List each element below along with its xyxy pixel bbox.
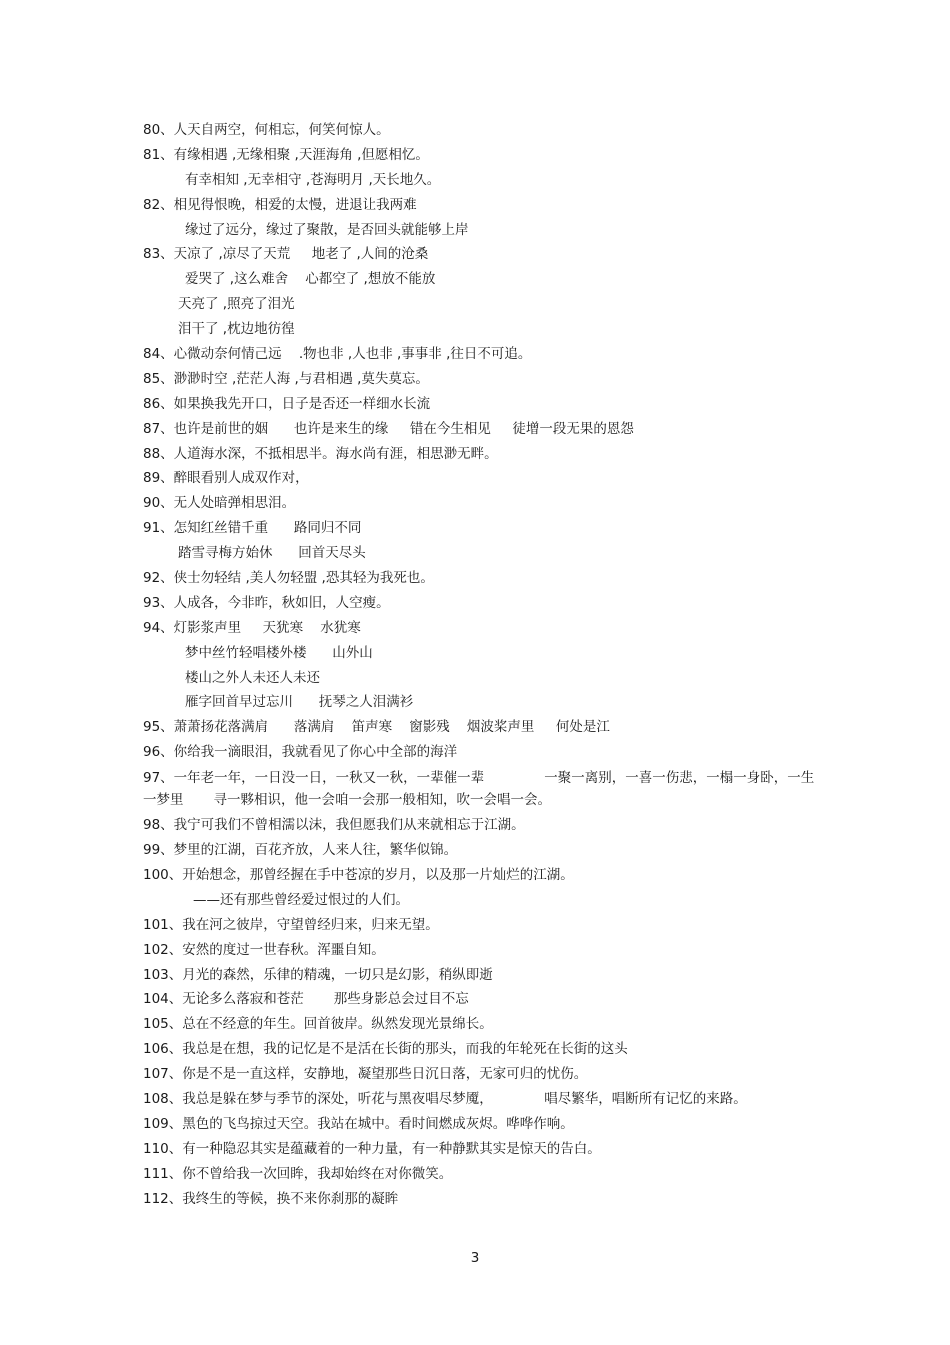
quote-line: 86、如果换我先开口，日子是否还一样细水长流: [143, 395, 431, 412]
quote-line: 101、我在河之彼岸，守望曾经归来，归来无望。: [143, 916, 439, 933]
quote-line: 102、安然的度过一世春秋。浑噩自知。: [143, 941, 385, 958]
quote-line: ——还有那些曾经爱过恨过的人们。: [193, 891, 409, 908]
quote-line: 96、你给我一滴眼泪，我就看见了你心中全部的海洋: [143, 744, 458, 761]
quote-line: 107、你是不是一直这样，安静地，凝望那些日沉日落，无家可归的忧伤。: [143, 1066, 588, 1083]
quote-line: 108、我总是躲在梦与季节的深处，听花与黑夜唱尽梦魇， 唱尽繁华，唱断所有记忆的来路。: [143, 1090, 747, 1107]
quote-line: 99、梦里的江湖，百花齐放，人来人往，繁华似锦。: [143, 842, 458, 859]
quote-line: 89、醉眼看别人成双作对，: [143, 470, 309, 487]
quote-line: 100、开始想念，那曾经握在手中苍凉的岁月，以及那一片灿烂的江湖。: [143, 866, 574, 883]
quote-line: 雁字回首早过忘川 抚琴之人泪满衫: [185, 694, 414, 711]
quote-line: 112、我终生的等候，换不来你刹那的凝眸: [143, 1190, 399, 1207]
quote-line: 109、黑色的飞鸟掠过天空。我站在城中。看时间燃成灰烬。哗哗作响。: [143, 1115, 574, 1132]
page-number: 3: [470, 1250, 480, 1266]
quote-line: 踏雪寻梅方始休 回首天尽头: [178, 545, 366, 562]
quote-line: 缘过了远分，缘过了聚散，是否回头就能够上岸: [185, 221, 469, 238]
quote-line: 90、无人处暗弹相思泪。: [143, 495, 296, 512]
quote-line: 83、天凉了 ,凉尽了天荒 地老了 ,人间的沧桑: [143, 246, 429, 263]
quote-line: 110、有一种隐忍其实是蕴藏着的一种力量，有一种静默其实是惊天的告白。: [143, 1140, 601, 1157]
quote-line: 爱哭了 ,这么难舍 心都空了 ,想放不能放: [185, 271, 436, 288]
quote-line: 梦中丝竹轻唱楼外楼 山外山: [185, 644, 373, 661]
quote-list: [143, 118, 823, 1211]
quote-line: 98、我宁可我们不曾相濡以沫，我但愿我们从来就相忘于江湖。: [143, 817, 525, 834]
quote-line: 103、月光的森然，乐律的精魂，一切只是幻影，稍纵即逝: [143, 966, 493, 983]
quote-line: 111、你不曾给我一次回眸，我却始终在对你微笑。: [143, 1165, 453, 1182]
quote-line: 天亮了 ,照亮了泪光: [178, 296, 295, 313]
quote-line: 97、一年老一年，一日没一日，一秋又一秋，一辈催一辈 一聚一离别，一喜一伤悲，一榻一身卧，一生一梦里 寻一夥相识，他一会咱一会那一般相知，吹一会唱一会。: [143, 770, 815, 809]
quote-line: 85、渺渺时空 ,茫茫人海 ,与君相遇 ,莫失莫忘。: [143, 370, 429, 387]
quote-line: 泪干了 ,枕边地彷徨: [178, 321, 295, 338]
quote-line: 95、萧萧扬花落满肩 落满肩 笛声寒 窗影残 烟波桨声里 何处是江: [143, 719, 610, 736]
quote-line: 82、相见得恨晚，相爱的太慢，进退让我两难: [143, 196, 417, 213]
quote-line: 92、侠士勿轻结 ,美人勿轻盟 ,恐其轻为我死也。: [143, 570, 434, 587]
quote-line: 91、怎知红丝错千重 路同归不同: [143, 520, 362, 537]
quote-line: 93、人成各，今非昨，秋如旧，人空瘦。: [143, 594, 390, 611]
quote-line: 楼山之外人未还人未还: [185, 669, 320, 686]
quote-line: 84、心微动奈何情己远 .物也非 ,人也非 ,事事非 ,往日不可追。: [143, 346, 532, 363]
quote-line: 81、有缘相遇 ,无缘相聚 ,天涯海角 ,但愿相忆。: [143, 146, 429, 163]
quote-line: 87、也许是前世的姻 也许是来生的缘 错在今生相见 徒增一段无果的恩怨: [143, 420, 634, 437]
quote-line: 105、总在不经意的年生。回首彼岸。纵然发现光景绵长。: [143, 1016, 493, 1033]
quote-line: 94、灯影浆声里 天犹寒 水犹寒: [143, 619, 361, 636]
quote-line: 88、人道海水深，不抵相思半。海水尚有涯，相思渺无畔。: [143, 445, 498, 462]
quote-line: 80、人天自两空，何相忘，何笑何惊人。: [143, 122, 390, 138]
quote-line: 106、我总是在想，我的记忆是不是活在长街的那头，而我的年轮死在长街的这头: [143, 1041, 628, 1058]
quote-line: 104、无论多么落寂和苍茫 那些身影总会过目不忘: [143, 991, 469, 1008]
quote-line: 有幸相知 ,无幸相守 ,苍海明月 ,天长地久。: [185, 171, 441, 188]
